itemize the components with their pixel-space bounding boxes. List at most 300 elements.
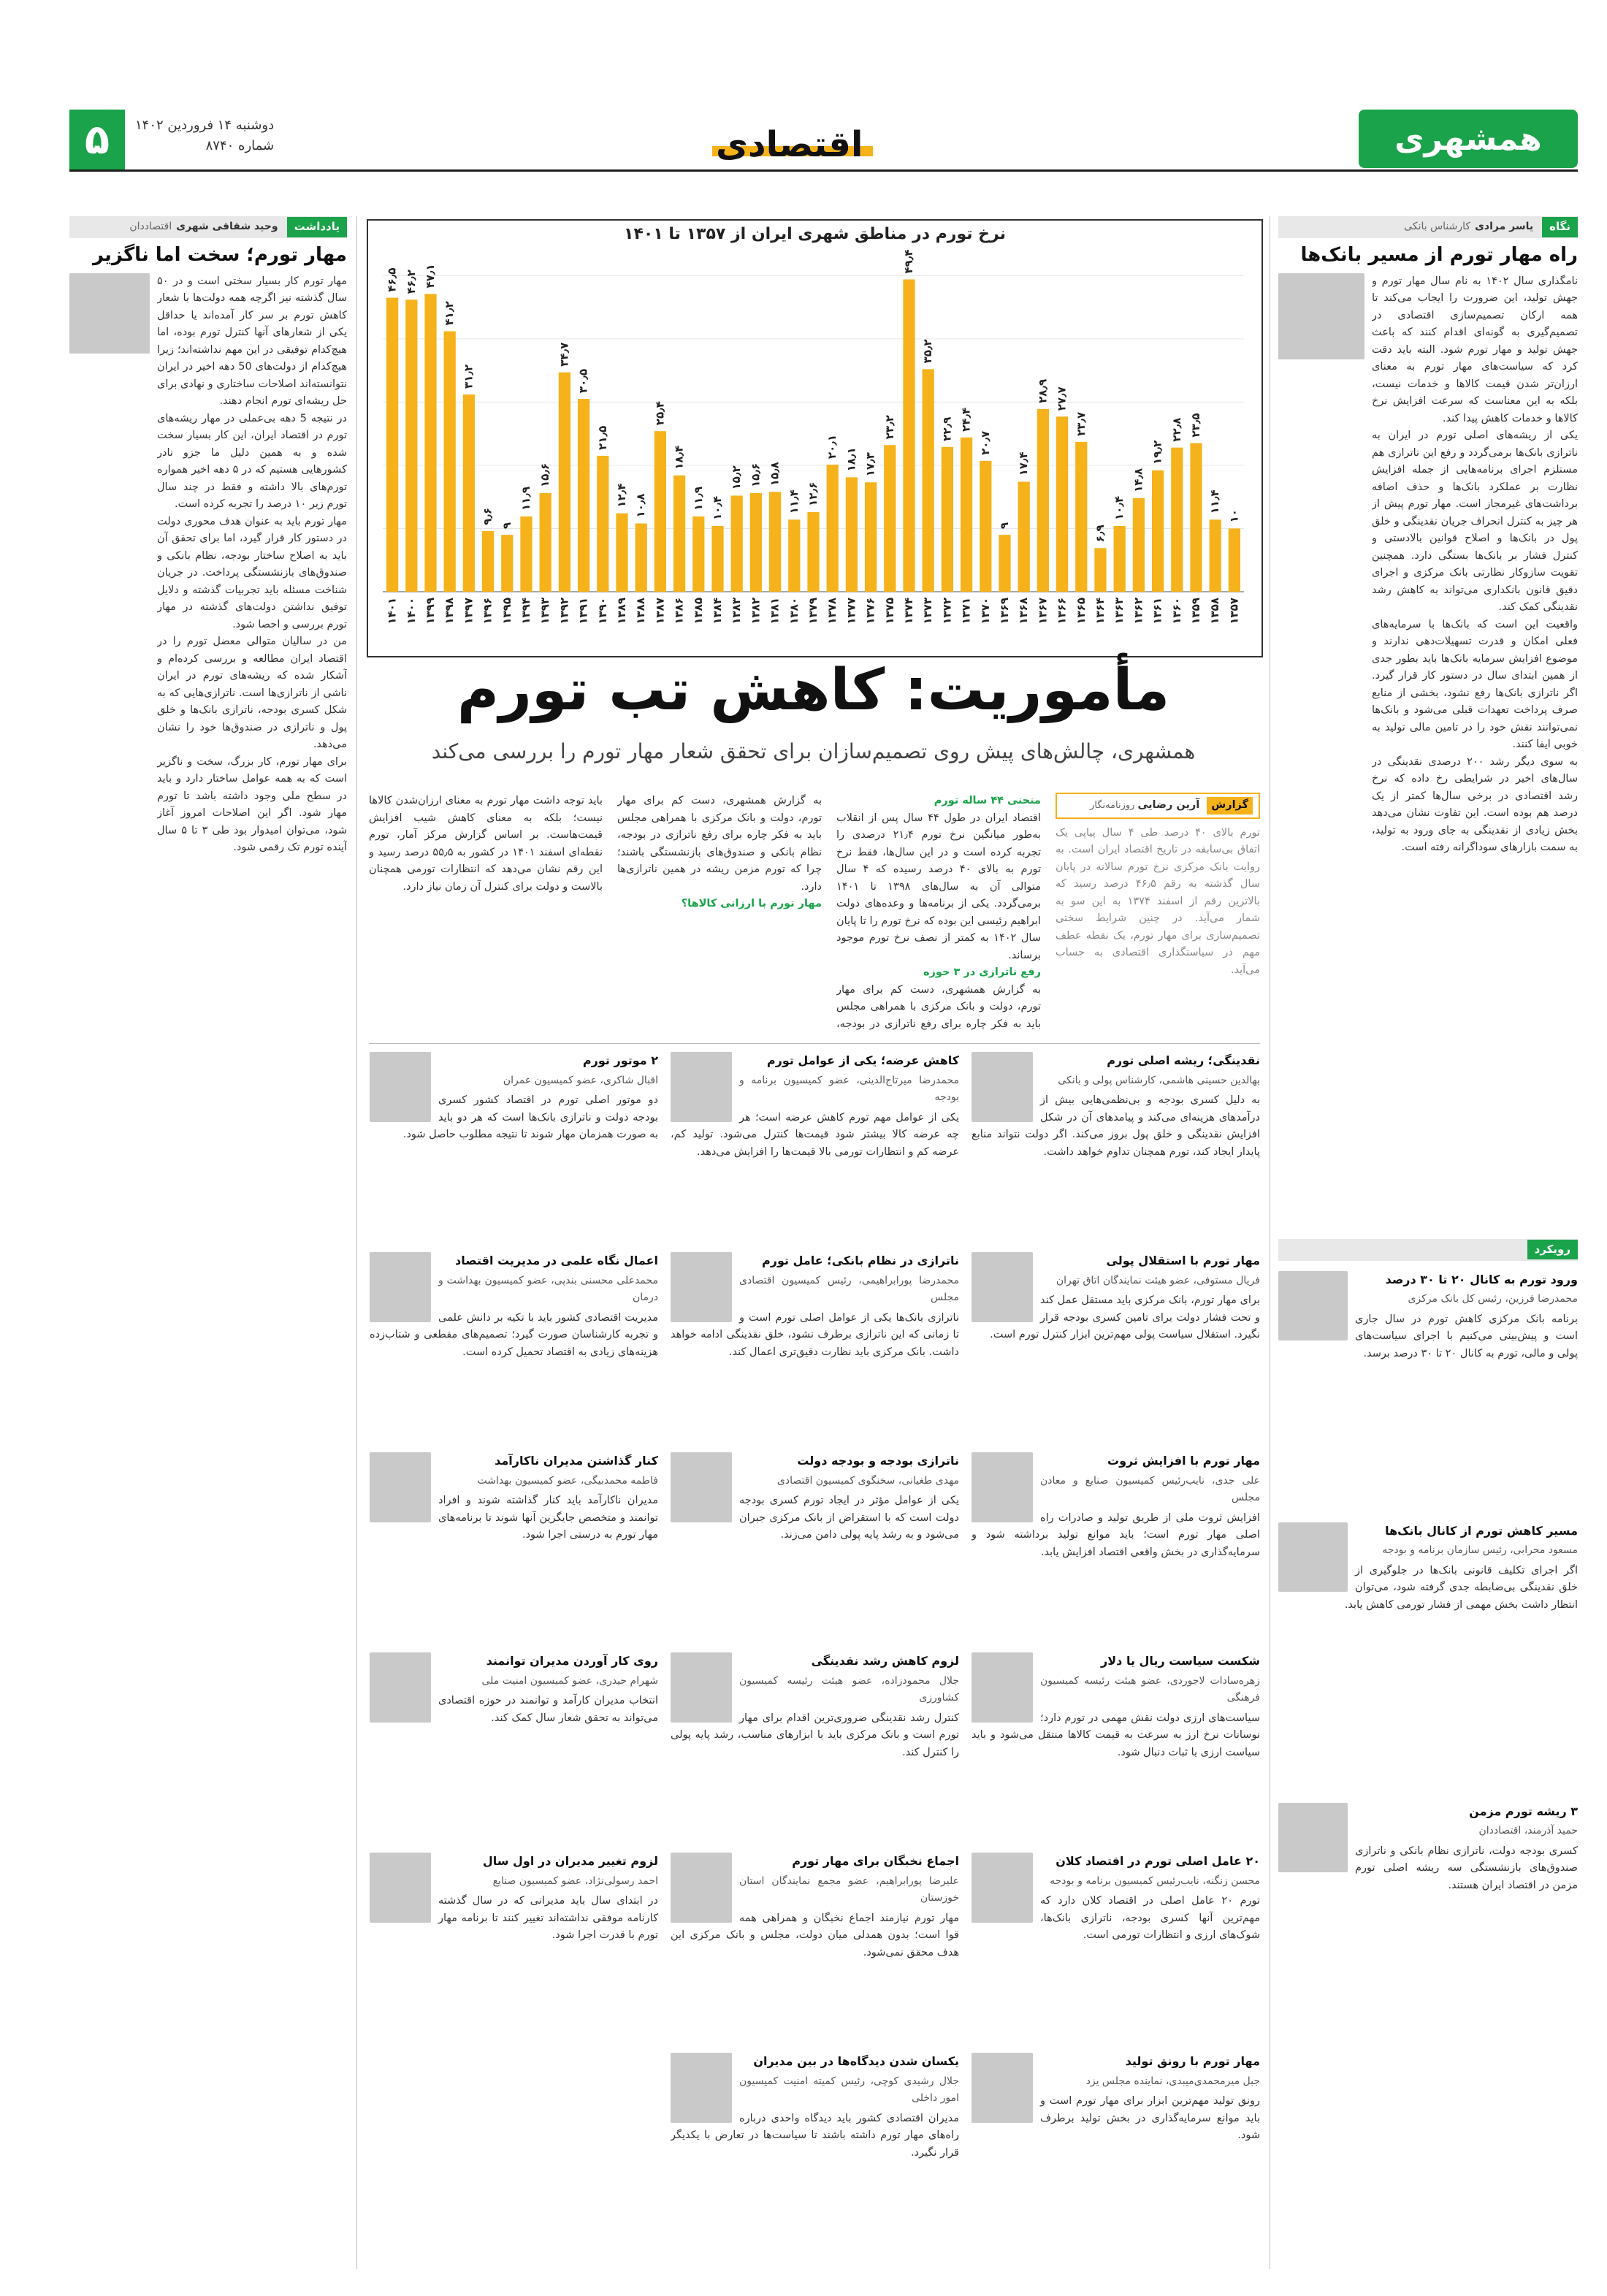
chart-data-label: ۱۷٫۴ — [1017, 451, 1031, 476]
brief-title: مهار تورم با استقلال پولی — [1106, 1254, 1260, 1267]
reporter-name: آرین رضایی — [1137, 799, 1200, 811]
brief-body: برنامه بانک مرکزی کاهش تورم در سال جاری است و پیش‌بینی می‌کنیم با اجرای سیاست‌های پولی و مالی، تورم به کانال ۲۰ تا ۳۰ درصد برسد. — [1355, 1313, 1578, 1359]
brief-body: انتخاب مدیران کارآمد و توانمند در حوزه اقتصادی می‌تواند به تحقق شعار سال کمک کند. — [438, 1695, 658, 1724]
chart-bar — [1229, 528, 1240, 592]
chart-data-label: ۱۱٫۹ — [691, 486, 705, 511]
chart-tick-label: ۱۳۹۷ — [462, 598, 476, 625]
chart-bar — [711, 526, 723, 592]
brief-author-name: جلال رشیدی کوچی — [873, 2075, 959, 2087]
note-body: مهار تورم کار بسیار سختی است و در ۵۰ سال گذشته نیز اگرچه همه دولت‌ها با شعار کاهش تورم بر سر کار آمده‌اند یا حداقل یکی از شعارهای آنها کنترل تورم بوده، اما هیچ‌کدام توفیقی در این مهم نداشته‌اند؛ زیرا هیچ‌کدام از دولت‌های 50 دهه اخیر در ایران نتوانسته‌اند اصلاحات ساختاری و نهادی برای حل ریشه‌ای تورم انجام دهند. در نتیجه 5 دهه بی‌عملی در مهار ریشه‌های تورم در اقتصاد ایران، این کار بسیار سخت شده و به همین دلیل ما جزو نادر کشورهایی هستیم که در ۵ دهه اخیر همواره تورم‌های بالا داشته و فقط در چند سال تورم زیر ۱۰ درصد را تجربه کرده است. مهار تورم باید به عنوان هدف محوری دولت در دستور کار قرار گیرد، اما برای تحقق آن باید به اصلاح ساختار بودجه، نظام بانکی و صندوق‌های بازنشستگی پرداخت. در جریان شناخت مسئله باید تجربیات گذشته و دلایل توفیق نداشتن دولت‌های گذشته در مهار تورم بررسی و احصا شود. من در سالیان متوالی معضل تورم را در اقتصاد ایران مطالعه و بررسی کرده‌ام و آشکار شده که ریشه‌های تورم در ایران ناشی از ناترازی‌ها است. ناترازی‌هایی که به شکل کسری بودجه، ناترازی بانک‌ها و خلق پول و ناترازی در صندوق‌ها خود را نشان می‌دهد. برای مهار تورم، کار بزرگ، سخت و ناگزیر است که به همه عوامل ساختار دارد و باید در سطح ملی وجود داشته باشد تا تورم مهار شود. اگر این اصلاحات امروز آغاز شود، می‌توان امیدوار بود طی ۳ تا ۵ سال آینده تورم تک رقمی شود. — [157, 275, 347, 853]
brief-body: مدیران اقتصادی کشور باید دیدگاه واحدی درباره راه‌های مهار تورم داشته باشند تا سیاست‌ها در تعارض با یکدیگر قرار نگیرد. — [671, 2112, 959, 2159]
left-column — [69, 216, 347, 2187]
brief-item — [671, 2053, 959, 2243]
chart-tick-label: ۱۳۷۹ — [806, 598, 820, 625]
chart-tick-label: ۱۳۸۶ — [672, 598, 686, 625]
chart-bar — [731, 495, 743, 592]
brief-photo — [370, 1252, 431, 1322]
brief-photo — [370, 1052, 431, 1122]
chart-data-label: ۱۵٫۶ — [538, 462, 552, 487]
brief-body: مهار تورم نیازمند اجماع نخبگان و همراهی همه قوا است؛ بدون همدلی میان دولت، مجلس و بانک مرکزی این هدف محقق نمی‌شود. — [671, 1912, 959, 1959]
brief-author: محمدرضا پورابراهیمی، رئیس کمیسیون اقتصادی مجلس — [739, 1274, 959, 1303]
chart-bar — [424, 294, 436, 592]
brief-item — [370, 1853, 658, 2043]
brief-photo — [370, 1452, 431, 1522]
report-intro: تورم بالای ۴۰ درصد طی ۴ سال پیاپی یک اتفاق بی‌سابقه در تاریخ اقتصاد ایران است. به روایت بانک مرکزی نرخ تورم سالانه در پایان سال گذشته به رقم ۴۶٫۵ درصد رسید که بالاترین رقم از اسفند ۱۳۷۴ به این سو به شمار می‌آید. در چنین شرایط سختی تصمیم‌سازی برای مهار تورم، یک نقطه عطف مهم در سیاستگذاری اقتصادی به حساب می‌آید. — [1056, 826, 1260, 976]
chart-bar — [482, 531, 494, 592]
brief-author: فریال مستوفی، عضو هیئت نمایندگان اتاق تهران — [1056, 1274, 1260, 1286]
chart-data-label: ۴۶٫۲ — [404, 270, 418, 294]
chart-tick-label: ۱۳۹۱ — [576, 598, 590, 625]
brief-body: ناترازی بانک‌ها یکی از عوامل اصلی تورم است و تا زمانی که این ناترازی برطرف نشود، خلق نقدینگی ادامه خواهد داشت. بانک مرکزی باید نظارت دقیق‌تری اعمال کند. — [671, 1311, 959, 1358]
chart-plot — [368, 248, 1259, 654]
brief-item — [370, 1052, 658, 1242]
brief-item — [671, 1452, 959, 1642]
chart-bar — [1190, 443, 1202, 592]
report-sub3: مهار تورم با ارزانی کالاها؟ — [681, 898, 822, 909]
brief-item — [972, 2053, 1260, 2243]
brief-photo — [671, 2053, 732, 2123]
brief-author: علی جدی، نایب‌رئیس کمیسیون صنایع و معادن مجلس — [1040, 1474, 1260, 1503]
chart-data-label: ۱۵٫۲ — [730, 465, 744, 490]
brief-item — [671, 1853, 959, 2043]
brief-body: برای مهار تورم، بانک مرکزی باید مستقل عمل کند و تحت فشار دولت برای تامین کسری بودجه قرار نگیرد. استقلال سیاست پولی مهم‌ترین ابزار کنترل تورم است. — [990, 1294, 1260, 1340]
chart-data-label: ۳۰٫۵ — [576, 368, 590, 394]
chart-tick-label: ۱۳۷۲ — [940, 598, 954, 625]
brief-photo — [671, 1252, 732, 1322]
chart-tick-label: ۱۳۹۸ — [443, 598, 457, 625]
chart-bar — [1114, 526, 1126, 592]
brief-role: رئیس سازمان برنامه و بودجه — [1382, 1544, 1507, 1556]
brief-author: فاطمه محمدبیگی، عضو کمیسیون بهداشت — [477, 1474, 658, 1487]
header-rule — [69, 169, 1578, 172]
brief-author: محمدعلی محسنی بندپی، عضو کمیسیون بهداشت و درمان — [438, 1274, 658, 1303]
brief-title: مهار تورم با رونق تولید — [1125, 2054, 1260, 2068]
brief-author: شهرام حیدری، عضو کمیسیون امنیت ملی — [481, 1674, 658, 1687]
chart-tick-label: ۱۳۷۵ — [882, 598, 896, 625]
chart-tick-label: ۱۳۸۹ — [615, 598, 628, 625]
brief-photo — [1278, 1803, 1348, 1872]
chart-tick-label: ۱۳۶۳ — [1112, 598, 1126, 625]
chart-bar — [540, 493, 551, 592]
chart-tick-label: ۱۳۷۷ — [844, 598, 858, 625]
chart-bar — [673, 476, 685, 592]
chart-tick-label: ۱۳۸۱ — [768, 598, 782, 625]
brief-author-name: احمد رسولی‌نژاد — [588, 1874, 658, 1887]
brief-body: مدیران ناکارآمد باید کنار گذاشته شوند و افراد توانمند و متخصص جایگزین آنها شوند تا برنامه‌های مهار تورم به درستی اجرا شود. — [438, 1495, 658, 1541]
chart-data-label: ۴۱٫۲ — [443, 301, 457, 326]
chart-data-label: ۳۱٫۲ — [462, 364, 476, 389]
report-body1: اقتصاد ایران در طول ۴۴ سال پس از انقلاب به‌طور میانگین نرخ تورم ۲۱٫۴ درصدی را تجربه کرده است و در این سال‌ها، فقط نرخ تورم به بالای ۴۰ درصد رسیده که ۴ سال متوالی آن به سال‌های ۱۳۹۸ تا ۱۴۰۱ برمی‌گردد. یکی از برنامه‌ها و وعده‌های دولت ابراهیم رئیسی این بوده که نرخ تورم را تا پایان سال ۱۴۰۲ به کمتر از نصف نرخ تورم موجود برساند. — [836, 812, 1041, 961]
brief-author-name: محمدعلی محسنی بندپی — [554, 1274, 658, 1286]
chart-bar — [654, 431, 666, 592]
report-col-4 — [369, 793, 603, 1030]
chart-tick-label: ۱۳۹۹ — [424, 598, 437, 625]
brief-body: یکی از عوامل مؤثر در ایجاد تورم کسری بودجه دولت است که با استقراض از بانک مرکزی جبران می‌شود و به رشد پایه پولی دامن می‌زند. — [739, 1495, 959, 1541]
brief-author: مسعود محرابی — [1513, 1544, 1578, 1556]
chart-tick-label: ۱۳۷۸ — [825, 598, 839, 625]
report-body1-cont: به گزارش همشهری، دست کم برای مهار تورم، دولت و بانک مرکزی با همراهی مجلس باید به فکر چاره برای رفع ناترازی در بودجه، نظام بانکی و صندوق‌های بازنشستگی باشند؛ چرا که تورم مزمن ریشه در همین ناترازی‌ها دارد. — [617, 795, 822, 893]
brief-author-name: شهرام حیدری — [599, 1674, 658, 1687]
chart-tick-label: ۱۳۷۰ — [978, 598, 992, 625]
chart-bar — [501, 535, 513, 592]
note-author: وحید شقاقی شهری — [176, 221, 278, 233]
chart-tick-label: ۱۳۷۶ — [863, 598, 877, 625]
chart-data-label: ۳۴٫۷ — [557, 342, 571, 367]
brief-photo — [1278, 1522, 1348, 1592]
brief-photo — [972, 2053, 1033, 2123]
brief-author-name: اقبال شاکری — [603, 1074, 658, 1086]
chart-data-label: ۲۴٫۴ — [959, 407, 973, 432]
brief-body: کنترل رشد نقدینگی ضروری‌ترین اقدام برای مهار تورم است و بانک مرکزی باید با ابزارهای مناسب، رشد پایه پولی را کنترل کند. — [671, 1712, 959, 1758]
brief-title: ۲ موتور تورم — [582, 1053, 658, 1067]
brief-author-role: نایب‌رئیس کمیسیون برنامه و بودجه — [1050, 1874, 1199, 1887]
column-divider — [356, 216, 357, 2269]
brief-photo — [671, 1853, 732, 1923]
chart-data-label: ۱۸٫۴ — [672, 445, 686, 470]
brief-photo — [370, 1652, 431, 1723]
briefs-grid — [369, 1052, 1260, 2265]
brief-item — [972, 1652, 1260, 1842]
chart-data-label: ۹٫۶ — [481, 508, 495, 525]
opinion-author-role: کارشناس بانکی — [1404, 221, 1471, 233]
chart-tick-label: ۱۳۸۲ — [749, 598, 763, 625]
brief-title: ناترازی بودجه و بودجه دولت — [797, 1454, 959, 1468]
brief-author-role: رئیس کمیته امنیت کمیسیون امور داخلی — [739, 2075, 959, 2104]
chart-data-label: ۲۸٫۹ — [1036, 378, 1050, 403]
chart-data-label: ۱۱٫۴ — [787, 489, 801, 514]
brief-author-role: عضو کمیسیون عمران — [503, 1074, 597, 1086]
chart-bar — [807, 512, 819, 592]
brief-author-role: رئیس کمیسیون اقتصادی مجلس — [739, 1274, 959, 1303]
rooyakard-tagrow — [1278, 1239, 1578, 1261]
chart-data-label: ۱۰ — [1227, 509, 1241, 523]
brief-photo — [671, 1052, 732, 1122]
chart-data-label: ۱۸٫۱ — [844, 447, 858, 472]
brief-author-role: سخنگوی کمیسیون اقتصادی — [776, 1474, 896, 1487]
chart-bar — [616, 514, 627, 592]
chart-tick-label: ۱۳۸۸ — [634, 598, 648, 625]
opinion-tagrow — [1278, 216, 1578, 238]
opinion-body: نامگذاری سال ۱۴۰۲ به نام سال مهار تورم و جهش تولید، این ضرورت را ایجاب می‌کند تا همه ارکان تصمیم‌سازی اقتصادی در تصمیم‌گیری به گونه‌ای اقدام کنند که باعث جهش تولید و مهار تورم شود. البته باید دقت کرد که سیاست‌های مهار تورم به معنای ارزان‌تر شدن قیمت کالاها و خدمات نیست، بلکه به این معناست که سرعت افزایش نرخ کالاها و خدمات کاهش پیدا کند. یکی از ریشه‌های اصلی تورم در ایران به ناترازی بانک‌ها برمی‌گردد و رفع این ناترازی هم مستلزم اجرای برنامه‌هایی از جمله افزایش نظارت بر عملکرد بانک‌ها و حذف اضافه برداشت‌های غیرمجاز است. مهار تورم پیش از هر چیز به کنترل انحراف جریان نقدینگی و خلق پول در بانک‌ها و اصلاح قوانین بالادستی و کنترل فشار بر بانک‌ها بستگی دارد. همچنین تقویت سازوکار نظارتی بانک مرکزی و اجرای دقیق قانون بانکداری می‌تواند به کاهش رشد نقدینگی کمک کند. واقعیت این است که بانک‌ها با سرمایه‌های فعلی امکان و قدرت تسهیلات‌دهی ندارند و موضوع افزایش سرمایه بانک‌ها باید بطور جدی از همین ابتدای سال در دستور کار قرار گیرد. اگر ناترازی بانک‌ها رفع نشود، بخشی از منابع صرف پرداخت تعهدات قبلی می‌شود و بانک‌ها نمی‌توانند نقش خود را در تامین مالی تولید به خوبی ایفا کنند. به سوی دیگر رشد ۲۰۰ درصدی نقدینگی در سال‌های اخیر در شرایطی رخ داده که نرخ رشد اقتصادی در برخی سال‌ها کمتر از یک درصد هم بوده است. این تفاوت نشان می‌دهد بخش زیادی از نقدینگی به جای ورود به تولید، به سمت بازارهای سوداگرانه رفته است. — [1372, 275, 1578, 853]
chart-bar — [1037, 409, 1049, 592]
rooyakard-tag: رویکرد — [1527, 1240, 1578, 1260]
chart-bar — [827, 465, 839, 592]
brief-author-role: عضو هیئت نمایندگان اتاق تهران — [1056, 1274, 1191, 1286]
opinion-author: یاسر مرادی — [1475, 221, 1534, 233]
chart-tick-label: ۱۳۷۱ — [959, 598, 973, 625]
chart-bar — [750, 493, 762, 592]
brief-author-name: فاطمه محمدبیگی — [584, 1474, 658, 1487]
chart-tick-label: ۱۳۵۸ — [1208, 598, 1222, 625]
chart-bar — [692, 516, 704, 592]
chart-data-label: ۱۰٫۸ — [634, 493, 648, 518]
chart-bar — [597, 456, 608, 592]
brief-author: علیرضا پورابراهیم، عضو مجمع نمایندگان استان خوزستان — [739, 1874, 959, 1904]
brief-author-role: عضو کمیسیون صنایع — [492, 1874, 582, 1887]
report-tag: گزارش — [1207, 797, 1253, 815]
page-number: ۵ — [69, 110, 125, 169]
brief-item — [972, 1452, 1260, 1642]
chart-bar — [884, 445, 896, 592]
chart-data-label: ۱۰٫۴ — [711, 495, 724, 520]
brief-author-role: عضو مجمع نمایندگان استان خوزستان — [739, 1874, 959, 1904]
brief-title: کاهش عرضه؛ یکی از عوامل تورم — [766, 1053, 959, 1067]
chart-bar — [1133, 498, 1145, 592]
chart-data-label: ۱۰٫۴ — [1112, 495, 1126, 520]
chart-data-label: ۱۱٫۹ — [519, 486, 533, 511]
chart-tick-label: ۱۴۰۱ — [385, 598, 399, 625]
brief-body: اگر اجرای تکلیف قانونی بانک‌ها در جلوگیری از خلق نقدینگی بی‌ضابطه جدی گرفته شود، می‌توان انتظار داشت بخش مهمی از فشار تورمی کاهش یابد. — [1344, 1564, 1578, 1611]
chart-data-label: ۱۷٫۳ — [863, 452, 877, 477]
brief-author-name: جلال محمودزاده — [885, 1674, 959, 1687]
section-title: اقتصادی — [716, 124, 863, 165]
opinion-tag: نگاه — [1542, 217, 1578, 237]
chart-bar — [386, 298, 398, 592]
brief-photo — [370, 1853, 431, 1923]
chart-data-label: ۴۷٫۱ — [424, 264, 437, 289]
chart-tick-label: ۱۳۶۶ — [1055, 598, 1069, 625]
chart-data-label: ۹ — [500, 522, 514, 530]
brief-author-role: نماینده مجلس یزد — [1085, 2075, 1163, 2087]
chart-data-label: ۲۵٫۴ — [653, 401, 667, 426]
opinion-title: راه مهار تورم از مسیر بانک‌ها — [1300, 244, 1578, 266]
chart-bar — [520, 516, 532, 592]
chart-bar — [923, 369, 934, 592]
brief-author-name: جبل میرمحمدی‌میبدی — [1169, 2075, 1260, 2087]
brief-photo — [671, 1452, 732, 1522]
chart-bar — [1152, 470, 1164, 592]
chart-tick-label: ۱۳۶۰ — [1169, 598, 1183, 625]
chart-data-label: ۱۵٫۸ — [768, 462, 782, 487]
brief-role: رئیس کل بانک مرکزی — [1408, 1293, 1502, 1305]
brief-author-role: عضو کمیسیون امنیت ملی — [481, 1674, 593, 1687]
chart-bar — [865, 482, 877, 592]
brief-author: جبل میرمحمدی‌میبدی، نماینده مجلس یزد — [1085, 2075, 1260, 2087]
brief-author-role: عضو کمیسیون برنامه و بودجه — [739, 1074, 959, 1103]
inflation-chart — [367, 219, 1263, 657]
chart-data-label: ۴۹٫۴ — [902, 249, 915, 274]
chart-tick-label: ۱۳۹۳ — [538, 598, 552, 625]
chart-data-label: ۶٫۹ — [1093, 525, 1107, 543]
chart-tick-label: ۱۳۷۳ — [921, 598, 935, 625]
brief-item — [370, 1452, 658, 1642]
chart-bar — [578, 399, 589, 592]
chart-bar — [1056, 416, 1068, 592]
brief-photo — [972, 1652, 1033, 1723]
report-col-2 — [836, 793, 1041, 1030]
brief-author-name: علی جدی — [1215, 1474, 1260, 1487]
report-col-3 — [617, 793, 822, 1030]
brief-author: محمدرضا فرزین — [1508, 1293, 1578, 1305]
chart-data-label: ۲۲٫۸ — [1169, 417, 1183, 442]
chart-tick-label: ۱۳۵۷ — [1227, 598, 1241, 625]
section-rule — [369, 1043, 1260, 1044]
report-col-1 — [1056, 793, 1260, 1030]
brief-title: لزوم کاهش رشد نقدینگی — [811, 1654, 959, 1668]
brief-author-role: عضو هیئت رئیسه کمیسیون فرهنگی — [1040, 1674, 1260, 1704]
right-column — [1278, 216, 1578, 1993]
chart-data-label: ۲۳٫۵ — [1189, 413, 1202, 438]
report-body2: به گزارش همشهری، دست کم برای مهار تورم، دولت و بانک مرکزی با همراهی مجلس باید به فکر چاره برای رفع ناترازی در بودجه، — [836, 983, 1041, 1030]
chart-data-label: ۱۵٫۶ — [749, 462, 763, 487]
brief-author: جلال رشیدی کوچی، رئیس کمیته امنیت کمیسیون امور داخلی — [739, 2075, 959, 2104]
report-body3: باید توجه داشت مهار تورم به معنای ارزان‌شدن کالاها نیست؛ بلکه به معنای کاهش شیب افزایش قیمت‌هاست. بر اساس گزارش مرکز آمار، تورم نقطه‌ای اسفند ۱۴۰۱ در کشور به ۵۵٫۵ درصد رسید و این رقم نشان می‌دهد که انتظارات تورمی همچنان بالاست و دولت برای کنترل آن زمان نیاز دارد. — [369, 795, 603, 893]
brief-author-role: کارشناس پولی و بانکی — [1058, 1074, 1156, 1086]
brief-title: شکست سیاست ریال یا دلار — [1101, 1654, 1260, 1668]
brief-body: کسری بودجه دولت، ناترازی نظام بانکی و ناترازی صندوق‌های بازنشستگی سه ریشه اصلی تورم مزمن در اقتصاد ایران هستند. — [1355, 1845, 1578, 1891]
report-tag-box — [1056, 793, 1260, 819]
chart-tick-label: ۱۳۸۷ — [653, 598, 667, 625]
chart-tick-label: ۱۳۶۲ — [1131, 598, 1145, 625]
brief-role: اقتصاددان — [1478, 1825, 1522, 1837]
chart-tick-label: ۱۳۸۰ — [787, 598, 801, 625]
brief-photo — [972, 1252, 1033, 1322]
issue-number: شماره ۸۷۴۰ — [205, 138, 275, 153]
brief-title: روی کار آوردن مدیران توانمند — [486, 1654, 658, 1668]
chart-tick-label: ۱۳۸۴ — [711, 598, 724, 625]
brief-title: ورود تورم به کانال ۲۰ تا ۳۰ درصد — [1385, 1272, 1578, 1286]
brief-author-name: علیرضا پورابراهیم — [879, 1874, 959, 1887]
chart-bar — [444, 331, 456, 592]
chart-data-label: ۱۲٫۶ — [806, 481, 820, 506]
chart-bar — [635, 524, 647, 592]
chart-bar — [846, 477, 858, 592]
brief-title: اجماع نخبگان برای مهار تورم — [792, 1854, 959, 1868]
author-photo — [69, 273, 150, 354]
note-tagrow — [69, 216, 347, 238]
brief-item — [671, 1052, 959, 1242]
brief-item — [671, 1252, 959, 1442]
chart-bar — [942, 447, 953, 592]
chart-tick-label: ۱۳۹۴ — [519, 598, 533, 625]
brief-title: یکسان شدن دیدگاه‌ها در بین مدیران — [753, 2054, 959, 2068]
brief-body: مدیریت اقتصادی کشور باید با تکیه بر دانش علمی و تجربه کارشناسان صورت گیرد؛ تصمیم‌های مقطعی و شتاب‌زده هزینه‌های زیادی به اقتصاد تحمیل کرده است. — [370, 1311, 658, 1358]
chart-tick-label: ۱۳۹۵ — [500, 598, 514, 625]
chart-tick-label: ۱۳۹۲ — [557, 598, 571, 625]
brief-author-role: عضو کمیسیون بهداشت و درمان — [438, 1274, 658, 1303]
chart-bar — [1210, 519, 1221, 592]
chart-title: نرخ تورم در مناطق شهری ایران از ۱۳۵۷ تا ۱۴۰۱ — [624, 225, 1006, 243]
brief-photo — [972, 1853, 1033, 1923]
brief-title: کنار گذاشتن مدیران ناکارآمد — [495, 1454, 658, 1468]
chart-data-label: ۲۲٫۹ — [940, 416, 954, 441]
brief-item — [671, 1652, 959, 1842]
brief-author-role: عضو هیئت رئیسه کمیسیون کشاورزی — [739, 1674, 959, 1704]
chart-tick-label: ۱۳۶۵ — [1074, 598, 1088, 625]
brief-title: اعمال نگاه علمی در مدیریت اقتصاد — [455, 1254, 658, 1267]
chart-bar — [1075, 442, 1087, 592]
chart-data-label: ۲۳٫۲ — [882, 415, 896, 440]
brief-item — [972, 1252, 1260, 1442]
chart-bar — [788, 519, 800, 592]
brief-author: مهدی طغیانی، سخنگوی کمیسیون اقتصادی — [776, 1474, 959, 1487]
brief-author-name: محمدرضا میرتاج‌الدینی — [859, 1074, 959, 1086]
note-title: مهار تورم؛ سخت اما ناگزیر — [92, 244, 347, 266]
brief-title: نقدینگی؛ ریشه اصلی تورم — [1107, 1053, 1260, 1067]
brief-body: افزایش ثروت ملی از طریق تولید و صادرات راه اصلی مهار تورم است؛ باید موانع تولید برداشته شود و سرمایه‌گذاری در بخش واقعی اقتصاد افزایش یابد. — [972, 1511, 1260, 1558]
brief-title: مسیر کاهش تورم از کانال بانک‌ها — [1385, 1523, 1578, 1538]
chart-data-label: ۲۷٫۷ — [1055, 386, 1069, 411]
chart-tick-label: ۱۳۶۱ — [1150, 598, 1164, 625]
newspaper-logo: همشهری — [1359, 110, 1578, 168]
brief-author-name: محسن زنگنه — [1205, 1874, 1260, 1887]
brief-item — [370, 1252, 658, 1442]
brief-item — [972, 1052, 1260, 1242]
chart-tick-label: ۱۳۶۴ — [1093, 598, 1107, 625]
brief-title: ۳ ریشه تورم مزمن — [1469, 1804, 1578, 1818]
note-author-role: اقتصاددان — [129, 221, 172, 233]
report-sub2: رفع ناترازی در ۳ حوزه — [923, 966, 1041, 978]
chart-data-label: ۹ — [998, 522, 1011, 530]
chart-bar — [980, 461, 991, 592]
chart-data-label: ۱۹٫۲ — [1150, 440, 1164, 465]
chart-bar — [961, 438, 972, 592]
brief-author-name: فریال مستوفی — [1196, 1274, 1260, 1286]
brief-title: لزوم تغییر مدیران در اول سال — [482, 1854, 658, 1868]
brief-body: تورم ۲۰ عامل اصلی در اقتصاد کلان دارد که مهم‌ترین آنها کسری بودجه، ناترازی بانک‌ها، شوک‌های ارزی و انتظارات تورمی است. — [1040, 1895, 1260, 1941]
chart-tick-label: ۱۳۵۹ — [1189, 598, 1202, 625]
brief-author-name: زهره‌سادات لاجوردی — [1169, 1674, 1260, 1687]
brief-title: ۲۰ عامل اصلی تورم در اقتصاد کلان — [1056, 1854, 1260, 1868]
brief-author: اقبال شاکری، عضو کمیسیون عمران — [503, 1074, 658, 1086]
chart-bar — [903, 280, 915, 592]
brief-author-role: عضو کمیسیون بهداشت — [477, 1474, 578, 1487]
brief-author: محسن زنگنه، نایب‌رئیس کمیسیون برنامه و بودجه — [1050, 1874, 1260, 1887]
reporter-role: روزنامه‌نگار — [1090, 800, 1135, 811]
brief-author: زهره‌سادات لاجوردی، عضو هیئت رئیسه کمیسیون فرهنگی — [1040, 1674, 1260, 1704]
author-photo — [1278, 273, 1364, 359]
chart-data-label: ۳۵٫۲ — [921, 339, 935, 364]
brief-author-name: محمدرضا پورابراهیمی — [861, 1274, 959, 1286]
date-line: دوشنبه ۱۴ فروردین ۱۴۰۲ — [135, 118, 275, 133]
date-issue — [135, 115, 274, 156]
brief-author: جلال محمودزاده، عضو هیئت رئیسه کمیسیون کشاورزی — [739, 1674, 959, 1704]
chart-tick-label: ۱۳۶۹ — [998, 598, 1011, 625]
brief-body: یکی از عوامل مهم تورم کاهش عرضه است؛ هر چه عرضه کالا بیشتر شود قیمت‌ها کنترل می‌شود. تولید کم، عرضه کم و انتظارات تورمی بالا قیمت‌ها را افزایش می‌دهد. — [671, 1111, 959, 1158]
brief-photo — [671, 1652, 732, 1723]
brief-item — [972, 1853, 1260, 2043]
chart-tick-label: ۱۳۹۰ — [595, 598, 609, 625]
chart-bar — [1018, 481, 1030, 592]
brief-item — [370, 1652, 658, 1842]
chart-tick-label: ۱۳۷۴ — [902, 598, 915, 625]
brief-body: سیاست‌های ارزی دولت نقش مهمی در تورم دارد؛ نوسانات نرخ ارز به سرعت به قیمت کالاها منتقل می‌شود و باید سیاست ارزی با ثبات دنبال شود. — [972, 1712, 1260, 1758]
chart-data-label: ۱۱٫۴ — [1208, 489, 1222, 514]
brief-body: دو موتور اصلی تورم در اقتصاد کشور کسری بودجه دولت و ناترازی بانک‌ها است که هر دو باید به صورت همزمان مهار شوند تا نتیجه مطلوب حاصل شود. — [402, 1094, 658, 1140]
rooyakard-brief: ورود تورم به کانال ۲۰ تا ۳۰ درصد محمدرضا فرزین، رئیس کل بانک مرکزی برنامه بانک مرکزی کاهش تورم در سال جاری است و پیش‌بینی می‌کنیم با اجرای سیاست‌های پولی و مالی، تورم به کانال ۲۰ تا ۳۰ درصد برسد. — [1278, 1271, 1578, 1512]
chart-bar — [1094, 548, 1106, 592]
chart-tick-label: ۱۳۸۳ — [730, 598, 744, 625]
chart-bar — [1171, 448, 1183, 592]
chart-bar — [405, 300, 417, 592]
chart-bar — [559, 373, 570, 592]
chart-bar — [463, 394, 475, 592]
chart-data-label: ۲۳٫۷ — [1074, 411, 1088, 436]
chart-bar — [999, 535, 1010, 592]
chart-data-label: ۴۶٫۵ — [385, 267, 399, 292]
brief-photo — [1278, 1271, 1348, 1340]
brief-photo — [972, 1052, 1033, 1122]
chart-data-label: ۲۰٫۱ — [825, 434, 839, 459]
brief-title: ناترازی در نظام بانکی؛ عامل تورم — [762, 1254, 959, 1267]
brief-photo — [972, 1452, 1033, 1522]
brief-title: مهار تورم با افزایش ثروت — [1107, 1454, 1260, 1468]
brief-body: رونق تولید مهم‌ترین ابزار برای مهار تورم است و باید موانع سرمایه‌گذاری در بخش تولید برطرف شود. — [1040, 2095, 1260, 2141]
brief-author: محمدرضا میرتاج‌الدینی، عضو کمیسیون برنامه و بودجه — [739, 1074, 959, 1103]
chart-tick-label: ۱۳۸۵ — [691, 598, 705, 625]
main-subheadline: همشهری، چالش‌های پیش روی تصمیم‌سازان برای تحقق شعار مهار تورم را بررسی می‌کند — [431, 739, 1196, 763]
brief-author-name: مهدی طغیانی — [901, 1474, 959, 1487]
